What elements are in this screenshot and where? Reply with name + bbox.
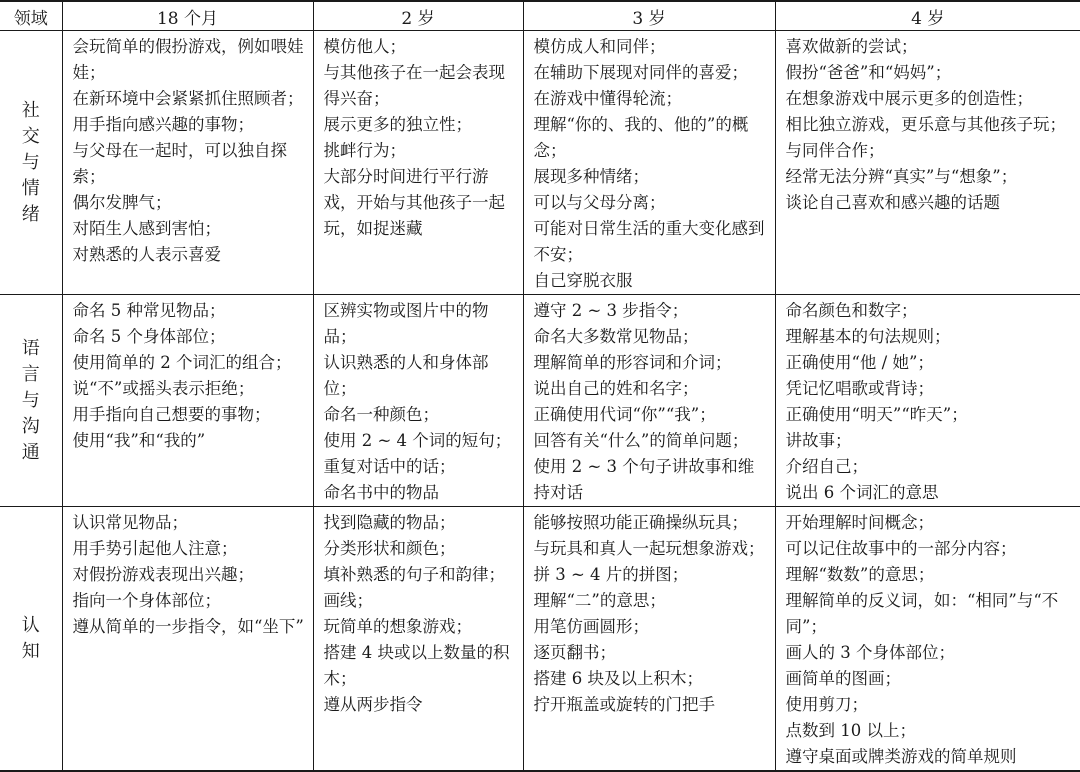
milestone-item: 遵守 2 ~ 3 步指令； — [533, 301, 689, 320]
section-row-social-emotional — [0, 31, 1080, 295]
milestone-cell — [775, 31, 1080, 295]
milestone-item: 挑衅行为； — [323, 141, 406, 160]
milestone-item: 与父母在一起时，可以独自探索； — [72, 141, 287, 186]
milestone-item: 拧开瓶盖或旋转的门把手 — [533, 695, 715, 714]
milestone-item: 命名一种颜色； — [323, 405, 439, 424]
milestone-item: 在新环境中会紧紧抓住照顾者； — [72, 89, 304, 108]
milestone-cell — [523, 31, 775, 295]
milestone-item: 可以记住故事中的一部分内容； — [785, 539, 1017, 558]
milestone-item: 偶尔发脾气； — [72, 193, 172, 212]
milestone-item: 可以与父母分离； — [533, 193, 666, 212]
milestone-item: 使用 2 ~ 3 个句子讲故事和维持对话 — [533, 457, 755, 502]
milestone-item: 搭建 6 块及以上积木； — [533, 669, 703, 688]
milestone-item: 分类形状和颜色； — [323, 539, 456, 558]
milestone-item: 命名 5 种常见物品； — [72, 301, 226, 320]
milestone-item: 展现多种情绪； — [533, 167, 649, 186]
milestone-item: 说“不”或摇头表示拒绝； — [72, 379, 255, 398]
domain-label: 语言与沟通 — [21, 337, 40, 463]
milestone-item: 与其他孩子在一起会表现得兴奋； — [323, 63, 505, 108]
milestone-item: 遵从两步指令 — [323, 695, 423, 714]
domain-label: 社交与情绪 — [21, 99, 40, 225]
milestone-item: 谈论自己喜欢和感兴趣的话题 — [785, 193, 1000, 212]
header-4-years: 4 岁 — [775, 1, 1080, 31]
milestone-item: 对假扮游戏表现出兴趣； — [72, 565, 254, 584]
milestone-cell — [313, 31, 523, 295]
milestone-item: 用手指向感兴趣的事物； — [72, 115, 254, 134]
milestone-item: 对熟悉的人表示喜爱 — [72, 245, 221, 264]
milestone-item: 理解基本的句法规则； — [785, 327, 951, 346]
milestone-item: 经常无法分辨“真实”与“想象”； — [785, 167, 1018, 186]
milestone-item: 回答有关“什么”的简单问题； — [533, 431, 749, 450]
milestone-item: 开始理解时间概念； — [785, 513, 934, 532]
milestone-cell — [62, 295, 313, 507]
milestone-item: 命名书中的物品 — [323, 483, 439, 502]
section-row-language-communication — [0, 295, 1080, 507]
milestone-item: 在游戏中懂得轮流； — [533, 89, 682, 108]
milestone-item: 正确使用“明天”“昨天”； — [785, 405, 968, 424]
milestone-item: 说出 6 个词汇的意思 — [785, 483, 939, 502]
milestone-item: 喜欢做新的尝试； — [785, 37, 918, 56]
milestone-item: 与同伴合作； — [785, 141, 885, 160]
milestone-item: 使用“我”和“我的” — [72, 431, 206, 450]
milestone-item: 可能对日常生活的重大变化感到不安； — [533, 219, 765, 264]
milestone-item: 凭记忆唱歌或背诗； — [785, 379, 934, 398]
milestone-item: 自己穿脱衣服 — [533, 271, 633, 290]
milestone-item: 正确使用代词“你”“我”； — [533, 405, 716, 424]
milestone-item: 命名大多数常见物品； — [533, 327, 699, 346]
milestone-item: 搭建 4 块或以上数量的积木； — [323, 643, 510, 688]
milestone-item: 理解“二”的意思； — [533, 591, 666, 610]
milestone-cell — [313, 507, 523, 772]
milestone-item: 讲故事； — [785, 431, 852, 450]
milestone-cell — [523, 507, 775, 772]
milestone-item: 点数到 10 以上； — [785, 721, 916, 740]
milestone-item: 在辅助下展现对同伴的喜爱； — [533, 63, 748, 82]
milestone-item: 用手势引起他人注意； — [72, 539, 238, 558]
milestone-item: 遵守桌面或牌类游戏的简单规则 — [785, 747, 1017, 766]
milestone-item: 使用简单的 2 个词汇的组合； — [72, 353, 292, 372]
milestone-item: 找到隐藏的物品； — [323, 513, 456, 532]
milestone-item: 逐页翻书； — [533, 643, 616, 662]
milestone-item: 大部分时间进行平行游戏，开始与其他孩子一起玩，如捉迷藏 — [323, 167, 505, 238]
domain-cell — [0, 295, 62, 507]
milestone-item: 与玩具和真人一起玩想象游戏； — [533, 539, 765, 558]
milestone-cell — [62, 31, 313, 295]
milestone-item: 对陌生人感到害怕； — [72, 219, 221, 238]
milestone-item: 会玩简单的假扮游戏，例如喂娃娃； — [72, 37, 304, 82]
milestone-item: 模仿成人和同伴； — [533, 37, 666, 56]
milestone-cell — [62, 507, 313, 772]
header-row — [0, 1, 1080, 31]
milestone-item: 画人的 3 个身体部位； — [785, 643, 955, 662]
domain-cell — [0, 507, 62, 772]
milestone-item: 理解“数数”的意思； — [785, 565, 935, 584]
header-18-months: 18 个月 — [62, 1, 313, 31]
milestone-item: 相比独立游戏，更乐意与其他孩子玩； — [785, 115, 1066, 134]
milestone-item: 命名 5 个身体部位； — [72, 327, 226, 346]
header-3-years: 3 岁 — [523, 1, 775, 31]
header-2-years: 2 岁 — [313, 1, 523, 31]
milestone-item: 能够按照功能正确操纵玩具； — [533, 513, 748, 532]
domain-label: 认知 — [21, 614, 40, 662]
milestone-item: 正确使用“他 / 她”； — [785, 353, 934, 372]
milestone-item: 指向一个身体部位； — [72, 591, 221, 610]
milestone-item: 画线； — [323, 591, 373, 610]
section-row-cognition — [0, 507, 1080, 772]
header-domain: 领域 — [0, 1, 62, 31]
milestone-item: 使用剪刀； — [785, 695, 868, 714]
milestone-item: 说出自己的姓和名字； — [533, 379, 699, 398]
milestone-item: 用手指向自己想要的事物； — [72, 405, 271, 424]
milestone-item: 区辨实物或图片中的物品； — [323, 301, 489, 346]
milestone-item: 重复对话中的话； — [323, 457, 456, 476]
milestone-item: 玩简单的想象游戏； — [323, 617, 472, 636]
milestone-cell — [775, 295, 1080, 507]
milestone-item: 认识熟悉的人和身体部位； — [323, 353, 489, 398]
milestone-item: 模仿他人； — [323, 37, 406, 56]
domain-cell — [0, 31, 62, 295]
milestone-item: 拼 3 ~ 4 片的拼图； — [533, 565, 689, 584]
milestone-item: 画简单的图画； — [785, 669, 901, 688]
milestone-item: 在想象游戏中展示更多的创造性； — [785, 89, 1033, 108]
milestone-item: 填补熟悉的句子和韵律； — [323, 565, 505, 584]
milestone-item: 命名颜色和数字； — [785, 301, 918, 320]
milestone-item: 理解“你的、我的、他的”的概念； — [533, 115, 749, 160]
milestone-item: 假扮“爸爸”和“妈妈”； — [785, 63, 952, 82]
milestone-item: 认识常见物品； — [72, 513, 188, 532]
milestone-item: 理解简单的形容词和介词； — [533, 353, 732, 372]
milestone-item: 遵从简单的一步指令，如“坐下” — [72, 617, 304, 636]
milestone-cell — [775, 507, 1080, 772]
milestone-item: 使用 2 ~ 4 个词的短句； — [323, 431, 512, 450]
milestone-item: 展示更多的独立性； — [323, 115, 472, 134]
milestone-item: 理解简单的反义词，如：“相同”与“不同”； — [785, 591, 1059, 636]
milestone-cell — [523, 295, 775, 507]
milestone-cell — [313, 295, 523, 507]
milestone-item: 用笔仿画圆形； — [533, 617, 649, 636]
milestone-item: 介绍自己； — [785, 457, 868, 476]
